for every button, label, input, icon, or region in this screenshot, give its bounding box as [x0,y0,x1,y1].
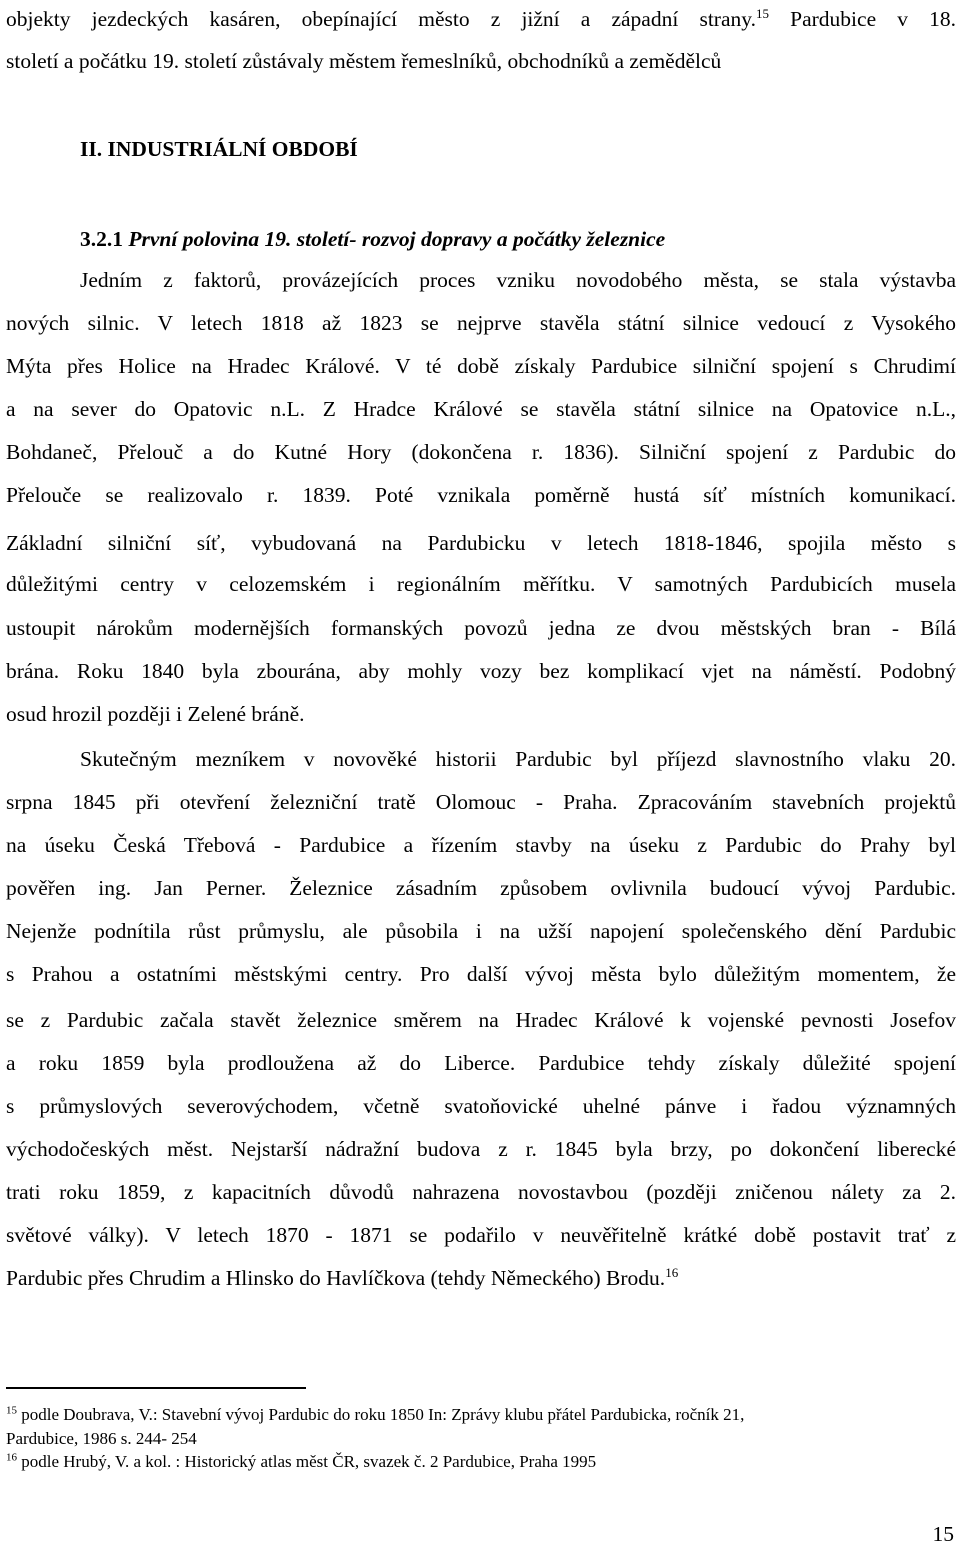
footnote-marker: 16 [6,1451,17,1464]
paragraph-line: ustoupit nárokům modernějších formanských povozů jedna ze dvou městských bran - Bílá [6,616,956,640]
paragraph-line: světové války). V letech 1870 - 1871 se podařilo v neuvěřitelně krátké době postavit trať z [6,1223,956,1247]
footnote-marker: 15 [6,1404,17,1417]
paragraph-line: na úseku Česká Třebová - Pardubice a řízením stavby na úseku z Pardubic do Prahy byl [6,833,956,857]
paragraph-line: důležitými centry v celozemském i regionálním měřítku. V samotných Pardubicích musela [6,572,956,596]
paragraph-line: východočeských měst. Nejstarší nádražní budova z r. 1845 byla brzy, po dokončení liberecké [6,1137,956,1161]
paragraph-line: a na sever do Opatovic n.L. Z Hradce Králové se stavěla státní silnice na Opatovice n.L., [6,397,956,421]
paragraph-line: Přelouče se realizovalo r. 1839. Poté vznikala poměrně hustá síť místních komunikací. [6,483,956,507]
paragraph-line: nových silnic. V letech 1818 až 1823 se nejprve stavěla státní silnice vedoucí z Vysokého [6,311,956,335]
page-number: 15 [932,1522,954,1546]
footnote-15-continued: Pardubice, 1986 s. 244- 254 [6,1429,197,1448]
paragraph-line: osud hrozil později i Zelené bráně. [6,702,305,726]
footnote-16: $^{16}$ podle Hrubý, V. a kol. : Historický atlas měst ČR, svazek č. 2 Pardubice, Praha 1995 [6,1451,597,1471]
paragraph-line: Mýta přes Holice na Hradec Králové. V té době získaly Pardubice silniční spojení s Chrudimí [6,354,956,378]
body-line-2: století a počátku 19. století zůstávaly městem řemeslníků, obchodníků a zemědělců [6,49,722,73]
footnote-ref-16[interactable]: 16 [665,1264,679,1280]
paragraph-line: Bohdaneč, Přelouč a do Kutné Hory (dokončena r. 1836). Silniční spojení z Pardubic do [6,440,956,464]
paragraph-line: brána. Roku 1840 byla zbourána, aby mohly vozy bez komplikací vjet na náměstí. Podobný [6,659,956,683]
paragraph-line: Skutečným mezníkem v novověké historii Pardubic byl příjezd slavnostního vlaku 20. [80,747,956,771]
paragraph-line: a roku 1859 byla prodloužena až do Liberce. Pardubice tehdy získaly důležité spojení [6,1051,956,1075]
paragraph-line: s Prahou a ostatními městskými centry. Pro další vývoj města bylo důležitým momentem, že [6,962,956,986]
paragraph-line: trati roku 1859, z kapacitních důvodů nahrazena novostavbou (později zničenou nálety za 2. [6,1180,956,1204]
footnote-15: $^{15}$ podle Doubrava, V.: Stavební vývoj Pardubic do roku 1850 In: Zprávy klubu přátel Pardubicka, ročník 21, [6,1404,745,1424]
section-heading: II. INDUSTRIÁLNÍ OBDOBÍ [80,137,358,161]
paragraph-line: Pardubic přes Chrudim a Hlinsko do Havlíčkova (tehdy Německého) Brodu.$^{16}$ [6,1264,679,1290]
paragraph-line: pověřen ing. Jan Perner. Železnice zásadním způsobem ovlivnila budoucí vývoj Pardubic. [6,876,956,900]
footnote-ref-15[interactable]: 15 [756,5,769,21]
paragraph-line: Základní silniční síť, vybudovaná na Pardubicku v letech 1818-1846, spojila město s [6,531,956,555]
subsection-heading: 3.2.1 První polovina 19. století- rozvoj dopravy a počátky železnice [80,227,666,251]
paragraph-line: s průmyslových severovýchodem, včetně svatoňovické uhelné pánve i řadou významných [6,1094,956,1118]
paragraph-line: Jedním z faktorů, provázejících proces vzniku novodobého města, se stala výstavba [80,268,956,292]
paragraph-line: se z Pardubic začala stavět železnice směrem na Hradec Králové k vojenské pevnosti Josefov [6,1008,956,1032]
footnote-separator [6,1387,306,1389]
paragraph-line: srpna 1845 při otevření železniční tratě Olomouc - Praha. Zpracováním stavebních projektů [6,790,956,814]
paragraph-line: Nejenže podnítila růst průmyslu, ale působila i na užší napojení společenského dění Pardubic [6,919,956,943]
body-line-1: objekty jezdeckých kasáren, obepínající město z jižní a západní strany.$^{15}$ Pardubice v 18. [6,5,957,31]
